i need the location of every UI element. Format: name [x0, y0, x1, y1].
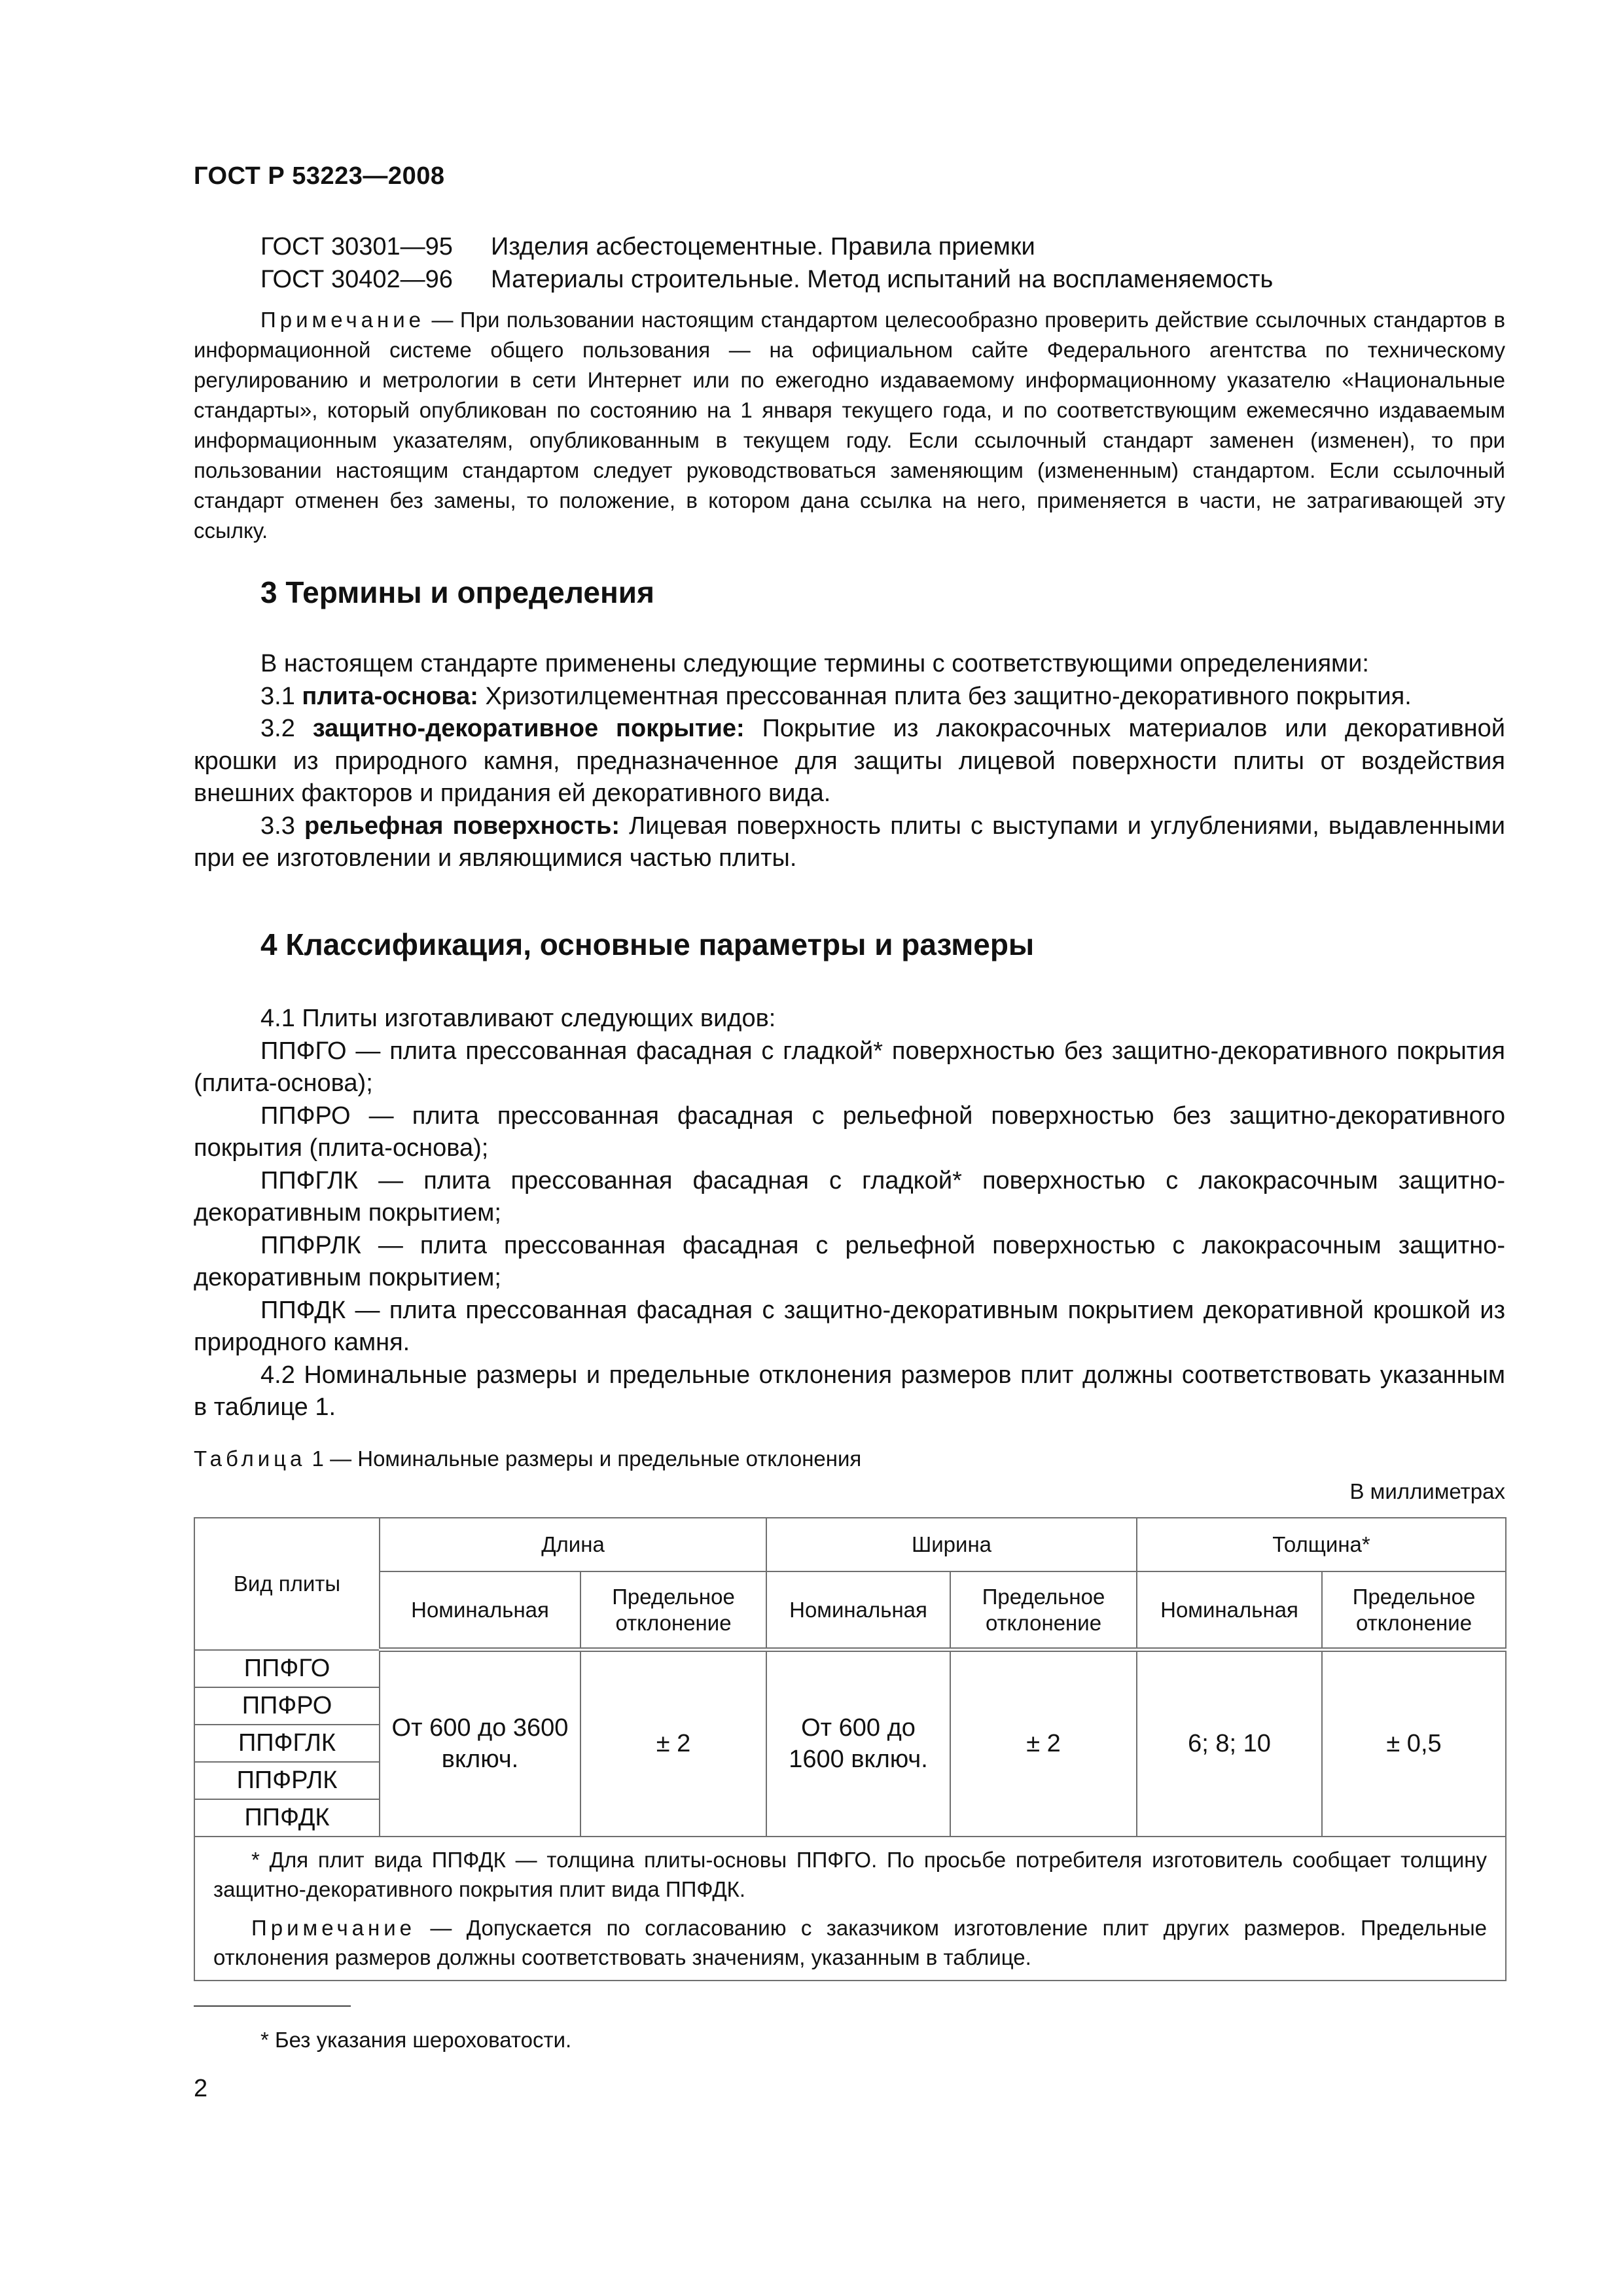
width-nominal-cell: От 600 до 1600 включ.	[766, 1650, 950, 1837]
subheader-deviation: Предельное отклонение	[580, 1571, 766, 1650]
table-caption-text: 1 — Номинальные размеры и предельные отклонения	[306, 1446, 862, 1471]
plate-type-cell: ППФДК	[194, 1799, 380, 1837]
table-caption-label: Таблица	[194, 1446, 306, 1471]
subheader-deviation: Предельное отклонение	[1322, 1571, 1506, 1650]
subheader-nominal: Номинальная	[1137, 1571, 1322, 1650]
subheader-nominal: Номинальная	[766, 1571, 950, 1650]
section-4-heading: 4 Классификация, основные параметры и размеры	[260, 927, 1035, 961]
reference-item	[260, 230, 1273, 263]
column-group-width: Ширина	[766, 1518, 1137, 1571]
width-deviation-cell: ± 2	[950, 1650, 1137, 1837]
plate-type-cell: ППФРО	[194, 1687, 380, 1725]
paragraph-4-2: 4.2 Номинальные размеры и предельные отклонения размеров плит должны соответствовать указанным в таблице 1.	[194, 1361, 1505, 1421]
section-3-heading: 3 Термины и определения	[260, 575, 654, 609]
note-label: Примечание	[260, 308, 425, 332]
thickness-deviation-cell: ± 0,5	[1322, 1650, 1506, 1837]
term-definition: 3.2 защитно-декоративное покрытие: Покрытие из лакокрасочных материалов или декоративной крошки из природного камня, предназначенное для защиты лицевой поверхности плиты от воздействия внешних факторов и придания ей декоративного вида.	[194, 715, 1506, 807]
plate-type-item: ППФРЛК — плита прессованная фасадная с рельефной поверхностью с лакокрасочным защитно-декоративным покрытием;	[194, 1231, 1505, 1291]
normative-references	[260, 230, 1273, 296]
footnote-divider	[194, 2005, 351, 2007]
table-note	[213, 1913, 1487, 1972]
page-number: 2	[194, 2075, 208, 2102]
thickness-nominal-cell: 6; 8; 10	[1137, 1650, 1322, 1837]
note-text: — При пользовании настоящим стандартом целесообразно проверить действие ссылочных стандартов в информационной системе общего пользования — на официальном сайте Федерального агентства по техническому регулированию и метрологии в сети Интернет или по ежегодно издаваемому информационному указателю «Национальные стандарты», который опубликован по состоянию на 1 января текущего года, и по соответствующим ежемесячно издаваемым информационным указателям, опубликованным в текущем году. Если ссылочный стандарт заменен (изменен), то при пользовании настоящим стандартом следует руководствоваться заменяющим (измененным) стандартом. Если ссылочный стандарт отменен без замены, то положение, в котором дана ссылка на него, применяется в части, не затрагивающей эту ссылку.	[194, 308, 1505, 543]
table-row	[194, 1650, 1506, 1687]
table-header-row	[194, 1518, 1506, 1571]
reference-code: ГОСТ 30301—95	[260, 233, 453, 260]
page-footnote: * Без указания шероховатости.	[260, 2028, 572, 2052]
table-note-label: Примечание	[251, 1915, 416, 1940]
table-footer-cell	[194, 1837, 1506, 1981]
table-unit: В миллиметрах	[1349, 1479, 1505, 1503]
reference-title: Изделия асбестоцементные. Правила приемки	[491, 233, 1035, 260]
subheader-deviation: Предельное отклонение	[950, 1571, 1137, 1650]
length-deviation-cell: ± 2	[580, 1650, 766, 1837]
column-group-length: Длина	[380, 1518, 766, 1571]
document-header: ГОСТ Р 53223—2008	[194, 162, 445, 190]
term-definition: 3.1 плита-основа: Хризотилцементная прессованная плита без защитно-декоративного покрытия.	[260, 682, 1412, 710]
reference-title: Материалы строительные. Метод испытаний на воспламеняемость	[491, 266, 1274, 293]
table-caption	[194, 1446, 861, 1471]
references-note	[194, 305, 1505, 546]
plate-type-item: ППФГО — плита прессованная фасадная с гладкой* поверхностью без защитно-декоративного покрытия (плита-основа);	[194, 1037, 1505, 1097]
term-name: защитно-декоративное покрытие:	[312, 715, 745, 742]
term-definition: 3.3 рельефная поверхность: Лицевая поверхность плиты с выступами и углублениями, выдавленными при ее изготовлении и являющимися частью плиты.	[194, 812, 1505, 872]
term-name: плита-основа:	[302, 682, 478, 710]
plate-type-cell: ППФГЛК	[194, 1725, 380, 1762]
section-3-body	[194, 648, 1505, 875]
reference-code: ГОСТ 30402—96	[260, 266, 453, 293]
term-name: рельефная поверхность:	[304, 812, 620, 840]
table-footnote: * Для плит вида ППФДК — толщина плиты-основы ППФГО. По просьбе потребителя изготовитель сообщает толщину защитно-декоративного покрытия плит вида ППФДК.	[213, 1847, 1488, 1901]
subheader-nominal: Номинальная	[380, 1571, 580, 1650]
column-group-thickness: Толщина*	[1137, 1518, 1506, 1571]
plate-type-item: ППФГЛК — плита прессованная фасадная с гладкой* поверхностью с лакокрасочным защитно-декоративным покрытием;	[194, 1166, 1505, 1227]
table-subheader-row	[194, 1571, 1506, 1650]
length-nominal-cell: От 600 до 3600 включ.	[380, 1650, 580, 1837]
plate-type-cell: ППФГО	[194, 1650, 380, 1687]
column-header-type: Вид плиты	[194, 1518, 380, 1650]
plate-type-item: ППФДК — плита прессованная фасадная с защитно-декоративным покрытием декоративной крошкой из природного камня.	[194, 1296, 1505, 1356]
table-note-text: — Допускается по согласованию с заказчиком изготовление плит других размеров. Предельные отклонения размеров должны соответствовать значениям, указанным в таблице.	[213, 1915, 1488, 1969]
table-footer-row	[194, 1837, 1506, 1981]
reference-item	[260, 263, 1273, 296]
dimensions-table	[194, 1517, 1507, 1981]
plate-type-cell: ППФРЛК	[194, 1762, 380, 1799]
paragraph-4-1: 4.1 Плиты изготавливают следующих видов:	[260, 1005, 776, 1032]
section-3-intro: В настоящем стандарте применены следующие термины с соответствующими определениями:	[260, 650, 1369, 677]
section-4-body	[194, 1003, 1505, 1424]
plate-type-item: ППФРО — плита прессованная фасадная с рельефной поверхностью без защитно-декоративного покрытия (плита-основа);	[194, 1102, 1505, 1162]
